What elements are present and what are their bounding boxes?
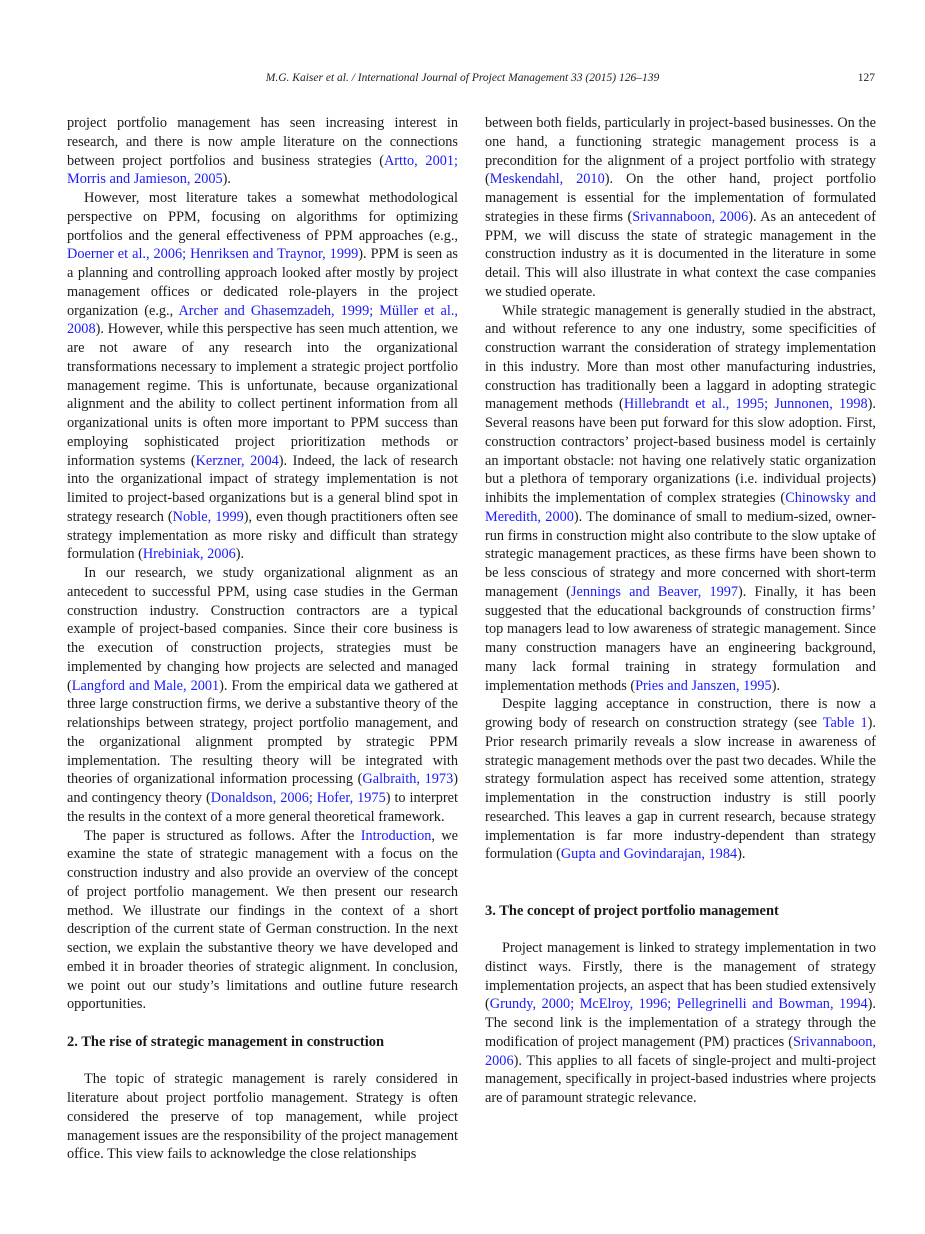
citation-link[interactable]: Archer and Ghasemzadeh, 1999; Müller et al., 2008: [67, 302, 458, 338]
citation-link[interactable]: Noble, 1999: [172, 508, 244, 525]
paragraph: [485, 114, 876, 302]
text: ).: [737, 846, 746, 863]
citation-link[interactable]: Donaldson, 2006; Hofer, 1975: [210, 790, 386, 806]
left-column: [67, 114, 458, 1164]
paragraph: [67, 114, 458, 189]
text: ). From the empirical data we gathered at three large construction firms, we derive a substantive theory of the relationships between strategy, project portfolio management, and the organizational alignment prompted by strategic PPM implementation. The resulting theory will be integrated with theories of organizational information processing (: [67, 677, 458, 788]
paragraph: [485, 695, 876, 864]
paragraph: [67, 827, 458, 1015]
text: ). This applies to all facets of single-project and multi-project management, specifically in project-based industries where projects are of paramount strategic relevance.: [485, 1052, 876, 1106]
running-header: [0, 72, 925, 92]
citation-link[interactable]: Doerner et al., 2006; Henriksen and Traynor, 1999: [67, 246, 359, 263]
text: project portfolio management has seen increasing interest in research, and there is now ample literature on the connections between project portfolios and business strategies (: [67, 115, 458, 169]
citation-link[interactable]: Chinowsky and Meredith, 2000: [485, 490, 877, 525]
text: In our research, we study organizational alignment as an antecedent to successful PPM, using case studies in the German construction industry. Construction contractors are a typical example of project-based companies. Since their core business is the execution of construction projects, strategies must be implemented by changing how projects are selected and managed (: [67, 565, 458, 694]
text: ). On the other hand, project portfolio management is essential for the implementation of formulated strategies in these firms (: [485, 171, 876, 225]
citation-link[interactable]: Artto, 2001; Morris and Jamieson, 2005: [67, 152, 458, 188]
text: ). The dominance of small to medium-sized, owner-run firms in construction might also contribute to the slow uptake of strategic management practices, as these firms have been shown to be less conscious of strategy and more concerned with short-term management (: [485, 508, 876, 600]
citation-link[interactable]: Meskendahl, 2010: [489, 171, 605, 188]
text: Despite lagging acceptance in construction, there is now a growing body of research on construction strategy (see: [485, 696, 876, 731]
text: ). PPM is seen as a planning and controlling approach looked after mostly by project management offices or dedicated role-players in the project organization (e.g.,: [67, 246, 458, 319]
citation-link[interactable]: Hrebiniak, 2006: [142, 546, 236, 563]
citation-link[interactable]: Jennings and Beaver, 1997: [570, 583, 739, 600]
citation-link[interactable]: Grundy, 2000; McElroy, 1996; Pellegrinelli and Bowman, 1994: [489, 996, 868, 1013]
citation-link[interactable]: Gupta and Govindarajan, 1984: [560, 846, 738, 863]
text: ) to interpret the results in the context of a more general theoretical framework.: [67, 790, 458, 825]
text: However, most literature takes a somewhat methodological perspective on PPM, focusing on algorithms for optimizing portfolios and the general effectiveness of PPM approaches (e.g.,: [67, 190, 458, 244]
text: The paper is structured as follows. After the: [84, 827, 361, 844]
text: ). As an antecedent of PPM, we will discuss the state of strategic management in the construction industry as it is documented in the literature in some detail. This will also illustrate in what context the case companies we studied operate.: [485, 208, 876, 300]
right-column: [485, 114, 876, 1108]
text: ). However, while this perspective has seen much attention, we are not aware of any research into the organizational transformations necessary to implement a strategic project portfolio management regime. This is unfortunate, because organizational alignment and the ability to collect pertinent information from all organizational units is often more important to PPM success than employing sophisticated project prioritization methods or information systems (: [67, 321, 458, 469]
text: ). Finally, it has been suggested that the educational backgrounds of construction firms’ top managers lead to low awareness of strategic management. Since many construction managers have an engineering background, many lack formal training in strategy formulation and implementation methods (: [485, 583, 876, 694]
citation-link[interactable]: Srivannaboon, 2006: [485, 1033, 876, 1069]
journal-citation: M.G. Kaiser et al. / International Journal of Project Management 33 (2015) 126–139: [265, 72, 660, 84]
text: ), even though practitioners often see strategy implementation as more risky and difficult than strategy formulation (: [67, 508, 458, 563]
text: ).: [771, 677, 781, 694]
page-number: 127: [857, 72, 875, 84]
section-heading-3: 3. The concept of project portfolio management: [485, 902, 779, 919]
text: ). Prior research primarily reveals a slow increase in awareness of strategic management methods over the past two decades. While the strategy formulation aspect has received some attention, strategy implementation in the construction industry is still poorly researched. This leaves a gap in current research, because strategy implementation is far more industry-dependent than strategy formulation (: [485, 715, 876, 863]
citation-link[interactable]: Kerzner, 2004: [195, 452, 279, 469]
text: The topic of strategic management is rarely considered in literature about project portfolio management. Strategy is often considered the preserve of top management, while project management issues are the responsibility of the project management office. This view fails to acknowledge the close relationships: [67, 1071, 458, 1163]
text: ). Indeed, the lack of research into the organizational impact of strategy implementation is not limited to project-based organizations but is a general blind spot in strategy research (: [67, 452, 458, 525]
text: Project management is linked to strategy implementation in two distinct ways. Firstly, there is the management of strategy implementation projects, an aspect that has been studied extensively (: [485, 940, 876, 1013]
text: between both fields, particularly in project-based businesses. On the one hand, a functioning strategic management process is a precondition for the alignment of a project portfolio with strategy (: [485, 115, 876, 188]
paragraph: [67, 564, 458, 827]
paragraph: [67, 189, 458, 564]
paragraph: [485, 302, 876, 696]
citation-link[interactable]: Galbraith, 1973: [362, 771, 454, 788]
text: ). Several reasons have been put forward for this slow adoption. First, construction contractors’ project-based business model is certainly an important obstacle: not having one relatively static organization but a plethora of temporary organizations (i.e. individual projects) inhibits the implementation of complex strategies (: [485, 396, 876, 506]
text: , we examine the state of strategic management with a focus on the construction industry and also provide an overview of the concept of project portfolio management. We then present our research method. We illustrate our findings in the context of a short description of the current state of German construction. In the next section, we explain the substantive theory we have developed and embed it in broader theories of strategic alignment. In conclusion, we point out our study’s limitations and outline future research opportunities.: [67, 827, 458, 1013]
citation-link[interactable]: Srivannaboon, 2006: [632, 208, 749, 225]
text: While strategic management is generally studied in the abstract, and without reference to any one industry, some specificities of construction warrant the consideration of strategy implementation in this industry. More than most other manufacturing industries, construction has traditionally been a laggard in adopting strategic management methods (: [485, 302, 876, 413]
section-link-introduction[interactable]: Introduction: [360, 827, 432, 844]
table-link[interactable]: Table 1: [822, 715, 868, 731]
text: ) and contingency theory (: [67, 771, 458, 806]
citation-link[interactable]: Hillebrandt et al., 1995; Junnonen, 1998: [623, 396, 868, 413]
citation-link[interactable]: Pries and Janszen, 1995: [635, 677, 772, 694]
paragraph: [67, 1070, 458, 1164]
text: ).: [235, 546, 245, 563]
paragraph: [485, 939, 876, 1108]
text: ).: [222, 171, 232, 188]
text: ). The second link is the implementation of a strategy through the modification of project management (PM) practices (: [485, 996, 876, 1050]
section-heading-2: 2. The rise of strategic management in construction: [67, 1033, 385, 1050]
citation-link[interactable]: Langford and Male, 2001: [71, 677, 220, 694]
